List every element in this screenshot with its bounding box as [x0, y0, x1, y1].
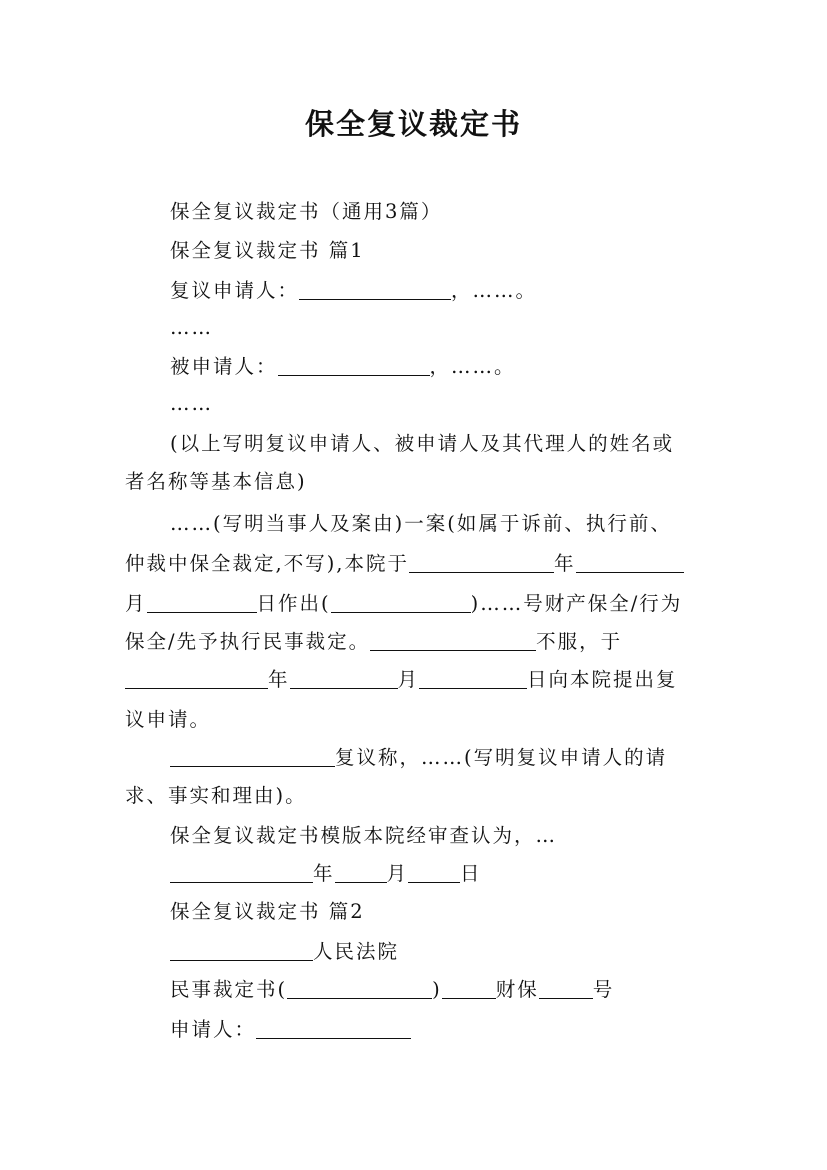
text: 求、事实和理由)。	[125, 784, 307, 807]
paragraph-line	[170, 744, 667, 772]
text: 议申请。	[125, 708, 212, 731]
blank-field[interactable]	[278, 355, 430, 376]
text: 民事裁定书(	[170, 978, 288, 1001]
blank-field[interactable]	[409, 552, 554, 573]
blank-field[interactable]	[576, 552, 684, 573]
blank-field[interactable]	[290, 668, 398, 689]
text: 年	[313, 862, 335, 885]
court-line	[170, 938, 399, 966]
text: 申请人：	[170, 1018, 257, 1041]
blank-field[interactable]	[147, 592, 257, 613]
text: )	[432, 978, 442, 1001]
blank-field[interactable]	[331, 592, 471, 613]
paragraph-line	[125, 666, 678, 694]
text: 号	[592, 978, 615, 1001]
text: ，……。	[429, 355, 516, 378]
respondent-line	[170, 353, 516, 381]
blank-field[interactable]	[299, 279, 451, 300]
document-title: 保全复议裁定书	[304, 107, 522, 141]
blank-field[interactable]	[539, 978, 593, 999]
blank-field[interactable]	[335, 862, 387, 883]
text: 财保	[495, 978, 539, 1001]
text: 被申请人：	[170, 355, 278, 378]
blank-field[interactable]	[442, 978, 496, 999]
blank-field[interactable]	[256, 1018, 411, 1039]
blank-field[interactable]	[125, 668, 268, 689]
blank-field[interactable]	[419, 668, 527, 689]
subtitle-line	[170, 198, 442, 226]
text: 复议称，……(写明复议申请人的请	[335, 746, 668, 769]
paragraph-line	[170, 510, 672, 538]
applicant-line-2	[170, 1016, 411, 1044]
text: 日	[460, 862, 482, 885]
text: 保全复议裁定书 篇2	[170, 900, 365, 923]
text: 保全复议裁定书 篇1	[170, 239, 365, 262]
text: 者名称等基本信息)	[125, 470, 307, 493]
text: 月	[386, 862, 409, 885]
text: 年	[554, 552, 576, 575]
blank-field[interactable]	[170, 746, 335, 767]
ruling-number-line	[170, 976, 614, 1004]
ellipsis-line	[170, 390, 213, 418]
paragraph-line	[125, 706, 211, 734]
text: (以上写明复议申请人、被申请人及其代理人的姓名或	[170, 432, 675, 455]
paragraph-line	[125, 468, 307, 496]
text: 年	[268, 668, 290, 691]
text: ……	[170, 392, 213, 415]
text: 保全/先予执行民事裁定。	[125, 630, 371, 653]
text: )……号财产保全/行为	[470, 592, 683, 615]
text: 人民法院	[313, 940, 400, 963]
paragraph-line	[125, 590, 682, 618]
text: 仲裁中保全裁定,不写),本院于	[125, 552, 410, 575]
text: 不服，于	[536, 630, 623, 653]
date-line	[170, 860, 482, 888]
paragraph-line	[170, 822, 557, 850]
applicant-line	[170, 277, 537, 305]
section-heading-1	[170, 237, 365, 265]
blank-field[interactable]	[170, 940, 313, 961]
blank-field[interactable]	[170, 862, 313, 883]
text: 日向本院提出复	[527, 668, 678, 691]
text: 保全复议裁定书（通用3篇）	[170, 200, 443, 223]
blank-field[interactable]	[370, 630, 536, 651]
text: 复议申请人：	[170, 279, 300, 302]
paragraph-line	[170, 430, 674, 458]
text: 月	[397, 668, 420, 691]
text: 月	[125, 592, 147, 615]
text: ……	[170, 316, 213, 339]
text: 保全复议裁定书模版本院经审查认为，…	[170, 824, 558, 847]
text: ，……。	[451, 279, 538, 302]
section-heading-2	[170, 898, 365, 926]
paragraph-line	[125, 550, 684, 578]
blank-field[interactable]	[287, 978, 432, 999]
ellipsis-line	[170, 314, 213, 342]
text: ……(写明当事人及案由)一案(如属于诉前、执行前、	[170, 512, 672, 535]
blank-field[interactable]	[408, 862, 460, 883]
text: 日作出(	[256, 592, 331, 615]
paragraph-line	[125, 628, 622, 656]
paragraph-line	[125, 782, 307, 810]
